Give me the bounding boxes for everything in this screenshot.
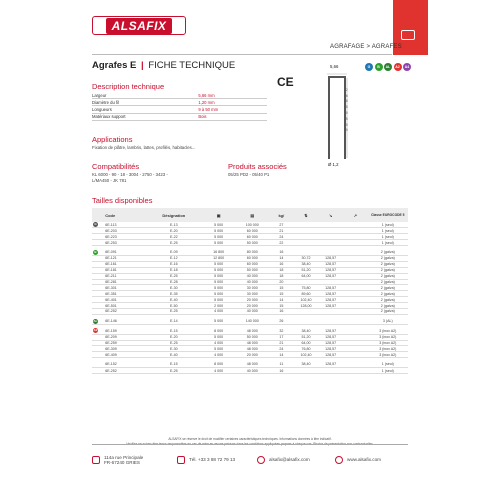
cell-carton-qty: 48 000 <box>235 340 269 346</box>
cell-code: 6E-401 <box>103 297 146 303</box>
length-tick: 40 <box>344 122 348 127</box>
cell-designation: E-09 <box>146 250 202 256</box>
col-box-icon: ▣ <box>202 208 236 222</box>
finish-marker-badge: AL <box>93 318 98 323</box>
cell-box-qty: 5 000 <box>202 318 236 324</box>
cell-box-qty: 5 000 <box>202 228 236 234</box>
cell-designation: E-35 <box>146 291 202 297</box>
cell-shear: 128,57 <box>318 267 343 273</box>
cell-code: 6E-252 <box>103 368 146 374</box>
cell-code: 6E-252 <box>103 308 146 314</box>
cell-designation: E-13 <box>146 222 202 228</box>
cell-designation: E-25 <box>146 368 202 374</box>
cell-box-qty: 5 000 <box>202 273 236 279</box>
applications-heading: Applications <box>92 135 133 144</box>
spec-label: Largeur <box>92 92 194 99</box>
cell-carton-qty: 60 000 <box>235 261 269 267</box>
cell-code: 6E-209 <box>103 334 146 340</box>
spec-value: 5,66 mm <box>194 92 267 99</box>
produits-associes-heading: Produits associés <box>228 162 287 171</box>
cell-eurocode: 2 (galva) <box>368 261 408 267</box>
finish-badges <box>365 63 411 71</box>
finish-badge: B <box>375 63 383 71</box>
cell-eurocode: 2 (galva) <box>368 255 408 261</box>
sizes-table-body <box>92 222 408 373</box>
cell-load: 38,40 <box>294 261 319 267</box>
cell-carton-qty: 20 000 <box>235 352 269 358</box>
col-pull-icon: ↗ <box>343 208 368 222</box>
cell-box-qty: 5 000 <box>202 346 236 352</box>
staple-width-label: 5,66 <box>330 64 339 69</box>
finish-marker-badge: G <box>94 222 97 227</box>
cell-carton-qty: 60 000 <box>235 255 269 261</box>
cell-eurocode: 3 (inox A2) <box>368 346 408 352</box>
cell-weight: 16 <box>269 308 294 314</box>
cell-weight: 26 <box>269 318 294 324</box>
cell-eurocode: 3 (inox A2) <box>368 334 408 340</box>
cell-weight: 21 <box>269 228 294 234</box>
length-ticks <box>344 82 354 132</box>
cell-shear: 128,57 <box>318 328 343 334</box>
cell-load: 76,80 <box>294 346 319 352</box>
cell-eurocode: 2 (galva) <box>368 303 408 309</box>
cell-box-qty: 8 000 <box>202 328 236 334</box>
cell-carton-qty: 40 000 <box>235 368 269 374</box>
cell-weight: 16 <box>269 368 294 374</box>
cell-eurocode: 3 (inox A2) <box>368 328 408 334</box>
spec-label: Longueurs <box>92 106 194 113</box>
cell-eurocode: 1 (seul) <box>368 234 408 240</box>
cell-weight: 14 <box>269 255 294 261</box>
description-heading: Description technique <box>92 82 165 91</box>
cell-carton-qty: 50 000 <box>235 334 269 340</box>
cell-eurocode: 2 (galva) <box>368 291 408 297</box>
cell-carton-qty: 48 000 <box>235 346 269 352</box>
cell-designation: E-25 <box>146 340 202 346</box>
cell-shear: 128,57 <box>318 340 343 346</box>
produits-associes-text: 05/25 PD2 - 05/40 P1 <box>228 172 270 177</box>
cell-weight: 21 <box>269 340 294 346</box>
col-designation-header: Désignation <box>146 208 202 222</box>
cell-eurocode: 2 (galva) <box>368 279 408 285</box>
cell-weight: 20 <box>269 279 294 285</box>
cell-shear: 128,57 <box>318 362 343 368</box>
col-carton-icon: ▤ <box>235 208 269 222</box>
cell-box-qty: 2 000 <box>202 303 236 309</box>
cell-weight: 15 <box>269 285 294 291</box>
cell-code: 6E-121 <box>103 255 146 261</box>
cell-box-qty: 4 000 <box>202 340 236 346</box>
cell-eurocode: 3 (AL) <box>368 318 408 324</box>
cell-eurocode: 2 (galva) <box>368 285 408 291</box>
length-tick: 50 <box>344 128 348 133</box>
cell-code: 6E-152 <box>103 362 146 368</box>
cell-designation: E-18 <box>146 267 202 273</box>
legal-note-line-2: Veuillez ne suivez être tenus responsables en cas de mise en œuvre prévues dans les conditions appliquées propres à chaque cas. Photos de présentation non contractuelles. <box>126 441 374 446</box>
cell-eurocode: 2 (galva) <box>368 297 408 303</box>
address-line-2: FR-67240 GRIES <box>104 459 140 465</box>
cell-shear: 128,57 <box>318 261 343 267</box>
finish-marker-badge: B <box>94 249 97 254</box>
cell-shear <box>318 368 343 374</box>
cell-carton-qty: 80 000 <box>235 250 269 256</box>
compatibilites-line-1: KL 6000 - 90 - 18 - 3004 - 2750 - 3423 - <box>92 172 168 177</box>
email-address[interactable]: alsafix@alsafix.com <box>269 457 310 462</box>
cell-box-qty: 5 000 <box>202 279 236 285</box>
cell-eurocode: 3 (inox A2) <box>368 340 408 346</box>
phone-block[interactable] <box>177 456 257 464</box>
cell-designation: E-20 <box>146 334 202 340</box>
sizes-table <box>92 208 408 374</box>
col-weight-header: kg/ <box>269 208 294 222</box>
cell-eurocode: 1 (seul) <box>368 362 408 368</box>
col-load-icon: ⇅ <box>294 208 319 222</box>
cell-carton-qty: 48 000 <box>235 362 269 368</box>
cell-weight: 14 <box>269 297 294 303</box>
phone-icon <box>177 456 185 464</box>
length-tick: 25 <box>344 105 348 110</box>
cell-code: 6E-253 <box>103 240 146 246</box>
cell-designation: E-25 <box>146 308 202 314</box>
table-row <box>92 368 408 374</box>
cell-shear: 128,57 <box>318 255 343 261</box>
cell-load: 89,60 <box>294 291 319 297</box>
cell-eurocode: 2 (galva) <box>368 273 408 279</box>
cell-shear: 128,57 <box>318 303 343 309</box>
cell-eurocode: 2 (galva) <box>368 308 408 314</box>
cell-designation: E-12 <box>146 255 202 261</box>
cell-box-qty: 4 000 <box>202 368 236 374</box>
col-shear-icon: ↘ <box>318 208 343 222</box>
wire-diameter-label: Ø 1,2 <box>328 162 339 167</box>
cell-box-qty: 4 000 <box>202 308 236 314</box>
cell-load: 38,40 <box>294 362 319 368</box>
cell-designation: E-40 <box>146 297 202 303</box>
cell-weight: 15 <box>269 291 294 297</box>
cell-code: 6E-223 <box>103 234 146 240</box>
email-icon <box>257 456 265 464</box>
cell-carton-qty: 50 000 <box>235 267 269 273</box>
cell-load: 38,40 <box>294 328 319 334</box>
cell-carton-qty: 30 000 <box>235 285 269 291</box>
cell-box-qty: 8 000 <box>202 362 236 368</box>
cell-designation: E-40 <box>146 352 202 358</box>
title-separator: | <box>141 60 144 71</box>
breadcrumb: AGRAFAGE > AGRAFES <box>330 44 402 50</box>
page-title <box>92 60 235 71</box>
cell-carton-qty: 50 000 <box>235 240 269 246</box>
cell-code: 6E-309 <box>103 346 146 352</box>
finish-marker <box>92 368 103 374</box>
brand-logo[interactable] <box>92 16 186 35</box>
cell-weight: 18 <box>269 267 294 273</box>
header-divider <box>92 54 392 55</box>
cell-box-qty: 5 000 <box>202 222 236 228</box>
cell-code: 6E-159 <box>103 328 146 334</box>
cell-code: 6E-113 <box>103 222 146 228</box>
cell-load: 30,72 <box>294 255 319 261</box>
cell-code: 6E-181 <box>103 267 146 273</box>
cell-carton-qty: 60 000 <box>235 234 269 240</box>
cell-designation: E-15 <box>146 362 202 368</box>
cell-load: 128,00 <box>294 303 319 309</box>
cell-code: 6E-091 <box>103 250 146 256</box>
cell-load: 51,20 <box>294 267 319 273</box>
spec-table <box>92 92 267 121</box>
cell-weight: 32 <box>269 328 294 334</box>
spec-label: Diamètre du fil <box>92 99 194 106</box>
cell-code: 6E-501 <box>103 303 146 309</box>
length-tick: 35 <box>344 116 348 121</box>
cell-weight: 17 <box>269 334 294 340</box>
cell-carton-qty: 30 000 <box>235 291 269 297</box>
cell-load: 51,20 <box>294 334 319 340</box>
cell-code: 6E-281 <box>103 279 146 285</box>
cell-load: 75,80 <box>294 285 319 291</box>
cell-designation: E-22 <box>146 234 202 240</box>
location-icon <box>92 456 100 464</box>
cell-eurocode: 2 (galva) <box>368 250 408 256</box>
cell-box-qty: 12 800 <box>202 255 236 261</box>
cell-load: 102,40 <box>294 297 319 303</box>
cell-weight: 24 <box>269 234 294 240</box>
cell-box-qty: 4 000 <box>202 352 236 358</box>
cell-shear: 128,57 <box>318 285 343 291</box>
cell-code: 6E-161 <box>103 261 146 267</box>
spec-row <box>92 106 267 113</box>
cell-designation: E-28 <box>146 279 202 285</box>
cell-designation: E-14 <box>146 318 202 324</box>
cell-eurocode: 1 (seul) <box>368 222 408 228</box>
finish-badge: AL <box>385 65 391 69</box>
length-tick: 30 <box>344 110 348 115</box>
cell-weight: 14 <box>269 352 294 358</box>
cell-carton-qty: 140 000 <box>235 318 269 324</box>
cell-shear: 128,57 <box>318 291 343 297</box>
spec-value: 1,20 mm <box>194 99 267 106</box>
col-code-header: Code <box>103 208 146 222</box>
spec-value: Bois <box>194 113 267 120</box>
website-link[interactable]: www.alsafix.com <box>347 457 381 462</box>
cell-code: 6E-146 <box>103 318 146 324</box>
marker-header <box>92 208 103 222</box>
cell-designation: E-30 <box>146 346 202 352</box>
cell-pull <box>343 368 368 374</box>
cell-load: 102,40 <box>294 352 319 358</box>
cell-eurocode: 2 (galva) <box>368 267 408 273</box>
cell-weight: 16 <box>269 250 294 256</box>
phone-number[interactable]: Tél. +33 3 88 72 79 13 <box>189 457 236 462</box>
cell-carton-qty: 20 000 <box>235 297 269 303</box>
cell-shear: 128,57 <box>318 346 343 352</box>
cell-box-qty: 5 000 <box>202 240 236 246</box>
cell-box-qty: 5 000 <box>202 261 236 267</box>
cell-weight: 16 <box>269 261 294 267</box>
ce-mark-icon: CE <box>277 75 294 89</box>
cell-code: 6E-211 <box>103 273 146 279</box>
cell-carton-qty: 40 000 <box>235 279 269 285</box>
length-tick: 9 <box>344 82 346 86</box>
cell-eurocode: 1 (seul) <box>368 240 408 246</box>
cell-code: 6E-259 <box>103 340 146 346</box>
cell-box-qty: 5 000 <box>202 297 236 303</box>
cell-box-qty: 5 000 <box>202 234 236 240</box>
cell-load: 64,00 <box>294 273 319 279</box>
cell-carton-qty: 40 000 <box>235 273 269 279</box>
table-header-row <box>92 208 408 222</box>
cell-weight: 15 <box>269 303 294 309</box>
cell-carton-qty: 20 000 <box>235 303 269 309</box>
cell-designation: E-30 <box>146 285 202 291</box>
compatibilites-line-2: L/MA450 - JK 781 <box>92 178 127 183</box>
cell-eurocode: 1 (seul) <box>368 368 408 374</box>
finish-marker-badge: A2 <box>93 328 98 333</box>
finish-badge: A4 <box>404 65 410 69</box>
spec-label: Matériaux support <box>92 113 194 120</box>
cell-box-qty: 5 000 <box>202 285 236 291</box>
cell-code: 6E-301 <box>103 285 146 291</box>
cell-box-qty: 5 000 <box>202 291 236 297</box>
cell-weight: 24 <box>269 346 294 352</box>
document-type: FICHE TECHNIQUE <box>148 60 236 71</box>
cell-designation: E-50 <box>146 303 202 309</box>
cell-weight: 11 <box>269 362 294 368</box>
brand-name: ALSAFIX <box>106 18 173 34</box>
cell-eurocode: 3 (inox A2) <box>368 352 408 358</box>
address-block <box>92 455 177 465</box>
cell-designation: E-20 <box>146 228 202 234</box>
length-tick: 18 <box>344 99 348 104</box>
cell-shear: 128,57 <box>318 334 343 340</box>
address-line-1: 114a rue Principale <box>104 454 144 460</box>
tailles-heading: Tailles disponibles <box>92 196 153 205</box>
cell-code: 6E-203 <box>103 228 146 234</box>
spec-row <box>92 113 267 120</box>
cell-designation: E-25 <box>146 240 202 246</box>
cell-carton-qty: 60 000 <box>235 228 269 234</box>
cell-shear: 128,57 <box>318 352 343 358</box>
cell-carton-qty: 40 000 <box>235 308 269 314</box>
staple-gun-icon <box>401 30 415 40</box>
website-block[interactable] <box>335 456 408 464</box>
cell-designation: E-15 <box>146 328 202 334</box>
spec-row <box>92 99 267 106</box>
cell-shear: 128,57 <box>318 297 343 303</box>
cell-box-qty: 5 000 <box>202 267 236 273</box>
email-block[interactable] <box>257 456 335 464</box>
product-name: Agrafes E <box>92 60 137 71</box>
applications-text: Fixation de plâtre, lambris, lattes, profilés, habitacles... <box>92 145 196 150</box>
cell-weight: 22 <box>269 240 294 246</box>
length-tick: 16 <box>344 93 348 98</box>
spec-value: 9 à 50 mm <box>194 106 267 113</box>
finish-badge: G <box>365 63 373 71</box>
finish-badge: A2 <box>395 65 400 69</box>
cell-load <box>294 368 319 374</box>
cell-code: 6E-409 <box>103 352 146 358</box>
cell-eurocode: 1 (seul) <box>368 228 408 234</box>
cell-designation: E-16 <box>146 261 202 267</box>
legal-note-line-1: ALSAFIX se réserve le droit de modifier certaines caractéristiques techniques. Informations données à titre indicatif. <box>168 437 332 441</box>
spec-row <box>92 92 267 99</box>
cell-carton-qty: 100 000 <box>235 222 269 228</box>
col-eurocode-header: Classe EUROCODE 5 <box>368 208 408 222</box>
cell-box-qty: 16 800 <box>202 250 236 256</box>
cell-shear: 128,57 <box>318 273 343 279</box>
cell-weight: 18 <box>269 273 294 279</box>
cell-load: 64,00 <box>294 340 319 346</box>
cell-code: 6E-351 <box>103 291 146 297</box>
cell-designation: E-25 <box>146 273 202 279</box>
cell-carton-qty: 48 000 <box>235 328 269 334</box>
globe-icon <box>335 456 343 464</box>
cell-weight: 27 <box>269 222 294 228</box>
compatibilites-heading: Compatibilités <box>92 162 140 171</box>
length-tick: 12 <box>344 87 348 92</box>
cell-box-qty: 5 000 <box>202 334 236 340</box>
